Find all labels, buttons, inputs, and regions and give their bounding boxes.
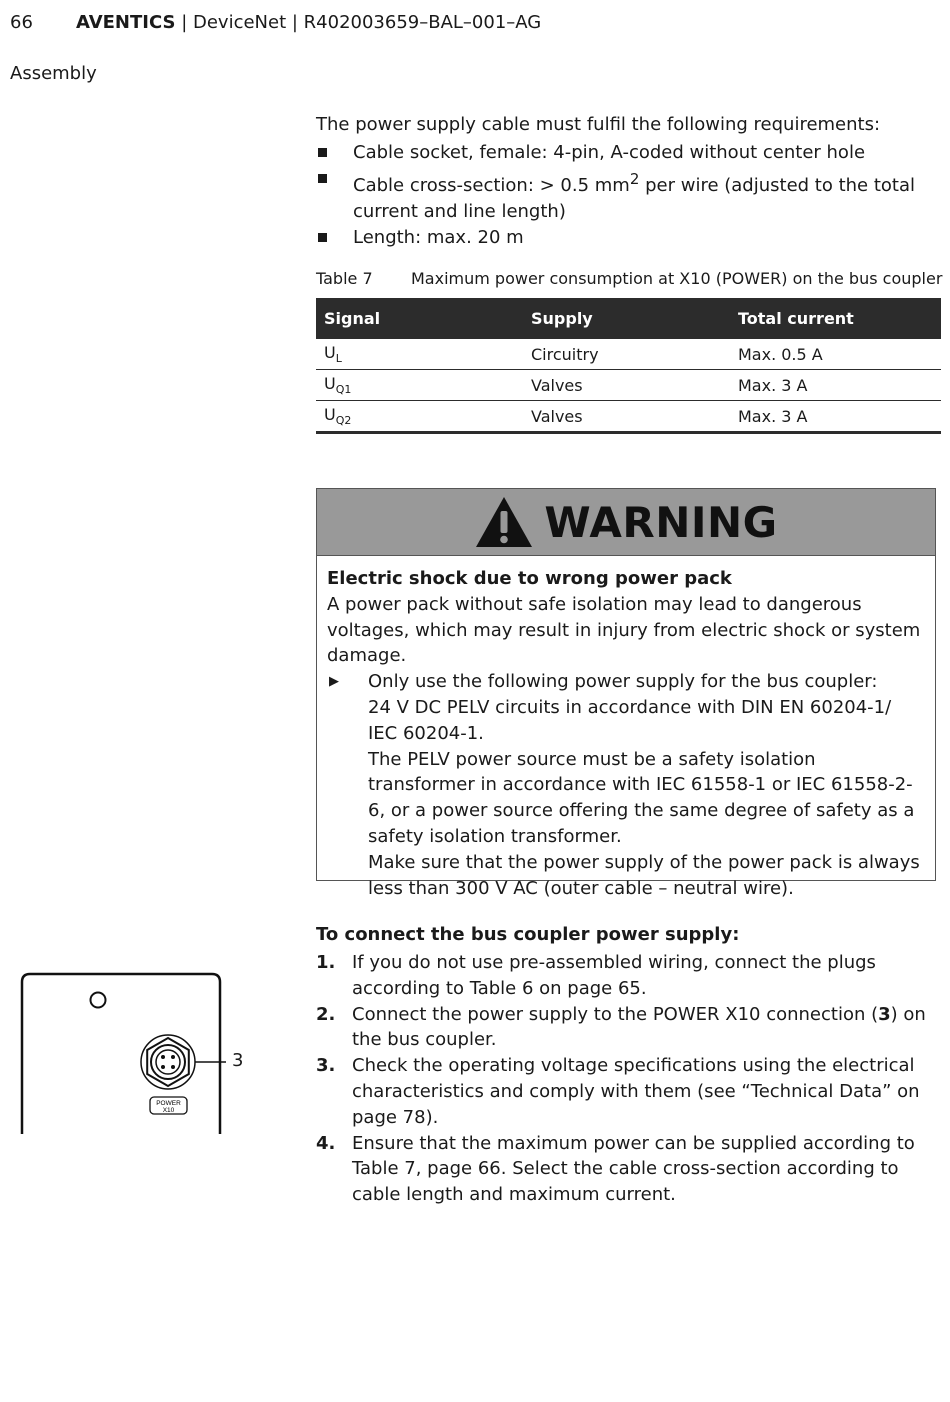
requirements-list xyxy=(316,140,936,251)
procedure-step xyxy=(316,1053,941,1130)
connector-label-line2: X10 xyxy=(162,1107,175,1114)
step-text: If you do not use pre-assembled wiring, connect the plugs according to Table 6 on page 65. xyxy=(352,952,876,999)
procedure-step xyxy=(316,1131,941,1208)
table-cell: Valves xyxy=(523,370,730,401)
table-cell: Valves xyxy=(523,401,730,433)
action-text: The PELV power source must be a safety isolation transformer in accordance with IEC 61558-1 or IEC 61558-2-6, or a power source offering the same degree of safety as a safety isolation transformer. xyxy=(368,748,915,847)
step-text: Ensure that the maximum power can be supplied according to Table 7, page 66. Select the cable cross-section according to cable length and maximum current. xyxy=(352,1132,915,1206)
bullet-square-icon xyxy=(318,233,327,242)
step-number: 2. xyxy=(316,1003,336,1025)
warning-body xyxy=(317,556,935,901)
requirements-intro: The power supply cable must fulfil the following requirements: xyxy=(316,114,881,135)
bullet-square-icon xyxy=(318,148,327,157)
list-item xyxy=(316,225,936,251)
procedure-step xyxy=(316,1002,941,1054)
table-row xyxy=(316,401,941,433)
list-item-text: per wire (adjusted to the total current and line length) xyxy=(353,175,915,222)
table-cell: Max. 0.5 A xyxy=(730,339,941,370)
callout-number: 3 xyxy=(232,1050,244,1071)
warning-title: WARNING xyxy=(544,497,778,547)
procedure-steps xyxy=(316,950,941,1208)
power-consumption-table xyxy=(316,298,941,434)
procedure-heading: To connect the bus coupler power supply: xyxy=(316,924,740,945)
action-text: IEC 60204-1. xyxy=(368,722,484,744)
table-cell xyxy=(316,401,523,433)
action-text: 24 V DC PELV circuits in accordance with DIN EN 60204-1/ xyxy=(368,696,892,718)
list-item-text: Cable cross-section: > 0.5 mm xyxy=(353,175,630,196)
step-number: 1. xyxy=(316,952,336,973)
list-item xyxy=(316,140,936,166)
column-header: Signal xyxy=(316,298,523,339)
power-x10-connector-icon xyxy=(141,1035,195,1089)
signal-subscript: Q1 xyxy=(335,383,352,397)
table-number: Table 7 xyxy=(316,269,373,288)
brand-name: AVENTICS xyxy=(76,12,176,33)
action-text: Make sure that the power supply of the power pack is always less than 300 V AC (outer cable – neutral wire). xyxy=(368,851,920,899)
connector-label-line1: POWER xyxy=(156,1100,181,1107)
signal-subscript: L xyxy=(335,352,342,366)
bus-coupler-illustration xyxy=(20,972,226,1136)
table-cell xyxy=(316,370,523,401)
superscript: 2 xyxy=(629,170,640,188)
bullet-square-icon xyxy=(318,174,327,183)
table-caption xyxy=(316,269,942,288)
step-text: Connect the power supply to the POWER X10 connection ( xyxy=(352,1003,879,1025)
step-number: 3. xyxy=(316,1055,336,1077)
warning-header xyxy=(317,489,935,556)
section-label: Assembly xyxy=(10,63,97,84)
column-header: Total current xyxy=(730,298,941,339)
list-item xyxy=(316,166,936,225)
list-item-text: Cable socket, female: 4-pin, A-coded without center hole xyxy=(353,142,866,163)
action-arrow-icon: ▶ xyxy=(329,674,339,690)
table-cell xyxy=(316,339,523,370)
procedure-step xyxy=(316,950,941,1002)
table-row xyxy=(316,339,941,370)
table-header-row xyxy=(316,298,941,339)
warning-heading: Electric shock due to wrong power pack xyxy=(327,568,732,589)
signal-subscript: Q2 xyxy=(335,414,352,428)
warning-description: A power pack without safe isolation may lead to dangerous voltages, which may result in injury from electric shock or system damage. xyxy=(327,593,921,667)
page-number: 66 xyxy=(10,12,33,33)
action-text: Only use the following power supply for the bus coupler: xyxy=(368,671,878,693)
column-header: Supply xyxy=(523,298,730,339)
document-info: | DeviceNet | R402003659–BAL–001–AG xyxy=(175,12,542,33)
warning-triangle-icon xyxy=(474,495,534,549)
device-outline xyxy=(22,974,220,1134)
running-header xyxy=(76,12,541,33)
step-number: 4. xyxy=(316,1132,336,1154)
callout-reference: 3 xyxy=(878,1003,891,1025)
list-item-text: Length: max. 20 m xyxy=(353,227,524,248)
signal-name: U xyxy=(324,373,336,393)
status-led-icon xyxy=(91,993,106,1008)
table-cell: Max. 3 A xyxy=(730,370,941,401)
signal-name: U xyxy=(324,342,336,362)
step-text: Check the operating voltage specifications using the electrical characteristics and comply with them (see “Technical Data” on page 78). xyxy=(352,1055,920,1128)
table-cell: Max. 3 A xyxy=(730,401,941,433)
warning-box xyxy=(316,488,936,899)
signal-name: U xyxy=(324,404,336,424)
step-text: ) on the bus coupler. xyxy=(352,1003,926,1051)
warning-action xyxy=(327,669,925,901)
table-caption-text: Maximum power consumption at X10 (POWER) on the bus coupler xyxy=(411,269,943,288)
table-cell: Circuitry xyxy=(523,339,730,370)
table-row xyxy=(316,370,941,401)
